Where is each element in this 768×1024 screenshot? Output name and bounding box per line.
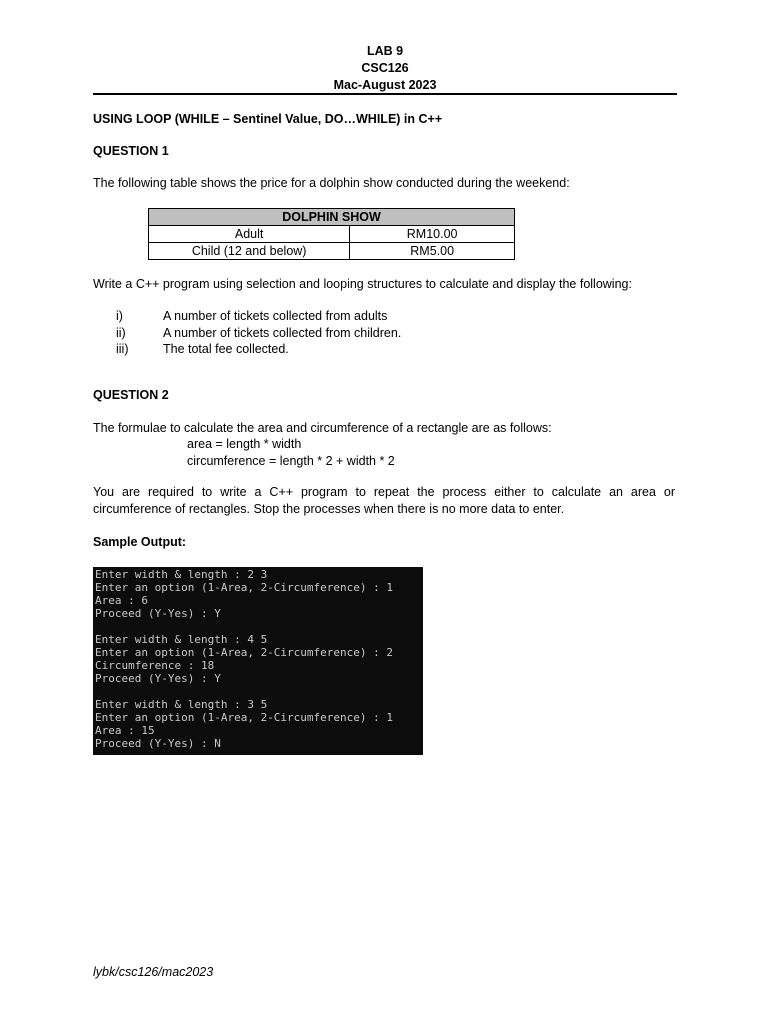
list-item-number: ii) — [116, 326, 126, 340]
question-1-instruction: Write a C++ program using selection and looping structures to calculate and display the following: — [93, 277, 632, 291]
terminal-line: Area : 15 — [95, 724, 155, 737]
terminal-line: Enter an option (1-Area, 2-Circumference) : 2 — [95, 646, 394, 659]
question-1-intro: The following table shows the price for a dolphin show conducted during the weekend: — [93, 176, 570, 190]
question-2-heading: QUESTION 2 — [93, 388, 169, 402]
terminal-line: Enter width & length : 4 5 — [95, 633, 268, 646]
dolphin-show-price-table — [148, 208, 515, 260]
terminal-line: Enter an option (1-Area, 2-Circumference) : 1 — [95, 711, 394, 724]
semester: Mac-August 2023 — [333, 78, 437, 92]
terminal-line: Proceed (Y-Yes) : Y — [95, 607, 221, 620]
topic-heading: USING LOOP (WHILE – Sentinel Value, DO…WHILE) in C++ — [93, 112, 443, 126]
question-1-heading: QUESTION 1 — [93, 144, 169, 158]
page-footer: lybk/csc126/mac2023 — [93, 965, 214, 979]
terminal-line: Proceed (Y-Yes) : N — [95, 737, 221, 750]
sample-output-label: Sample Output: — [93, 535, 187, 549]
table-row — [149, 243, 515, 260]
list-item-number: iii) — [116, 342, 129, 356]
question-2-body: You are required to write a C++ program to repeat the process either to calculate an area or circumference of rectangles. Stop the processes when there is no more data to enter. — [93, 485, 675, 516]
terminal-line — [95, 620, 421, 633]
lab-title: LAB 9 — [366, 44, 404, 58]
list-item-number: i) — [116, 309, 123, 323]
terminal-line: Proceed (Y-Yes) : Y — [95, 672, 221, 685]
table-title: DOLPHIN SHOW — [149, 209, 515, 226]
terminal-line: Enter width & length : 2 3 — [95, 568, 268, 581]
table-cell-category: Child (12 and below) — [149, 243, 350, 260]
table-cell-price: RM10.00 — [350, 226, 515, 243]
circumference-formula: circumference = length * 2 + width * 2 — [187, 454, 395, 468]
table-row — [149, 226, 515, 243]
table-cell-category: Adult — [149, 226, 350, 243]
header-divider — [93, 93, 677, 95]
terminal-line: Circumference : 18 — [95, 659, 215, 672]
question-2-intro: The formulae to calculate the area and circumference of a rectangle are as follows: — [93, 421, 552, 435]
course-code: CSC126 — [361, 61, 409, 75]
list-item-text: A number of tickets collected from adults — [163, 309, 388, 323]
terminal-line — [95, 685, 421, 698]
area-formula: area = length * width — [187, 437, 302, 451]
document-header — [93, 43, 677, 94]
terminal-line: Enter an option (1-Area, 2-Circumference) : 1 — [95, 581, 394, 594]
list-item-text: The total fee collected. — [163, 342, 289, 356]
table-cell-price: RM5.00 — [350, 243, 515, 260]
sample-output-terminal — [93, 567, 423, 755]
terminal-line: Area : 6 — [95, 594, 148, 607]
list-item-text: A number of tickets collected from children. — [163, 326, 402, 340]
terminal-line: Enter width & length : 3 5 — [95, 698, 268, 711]
